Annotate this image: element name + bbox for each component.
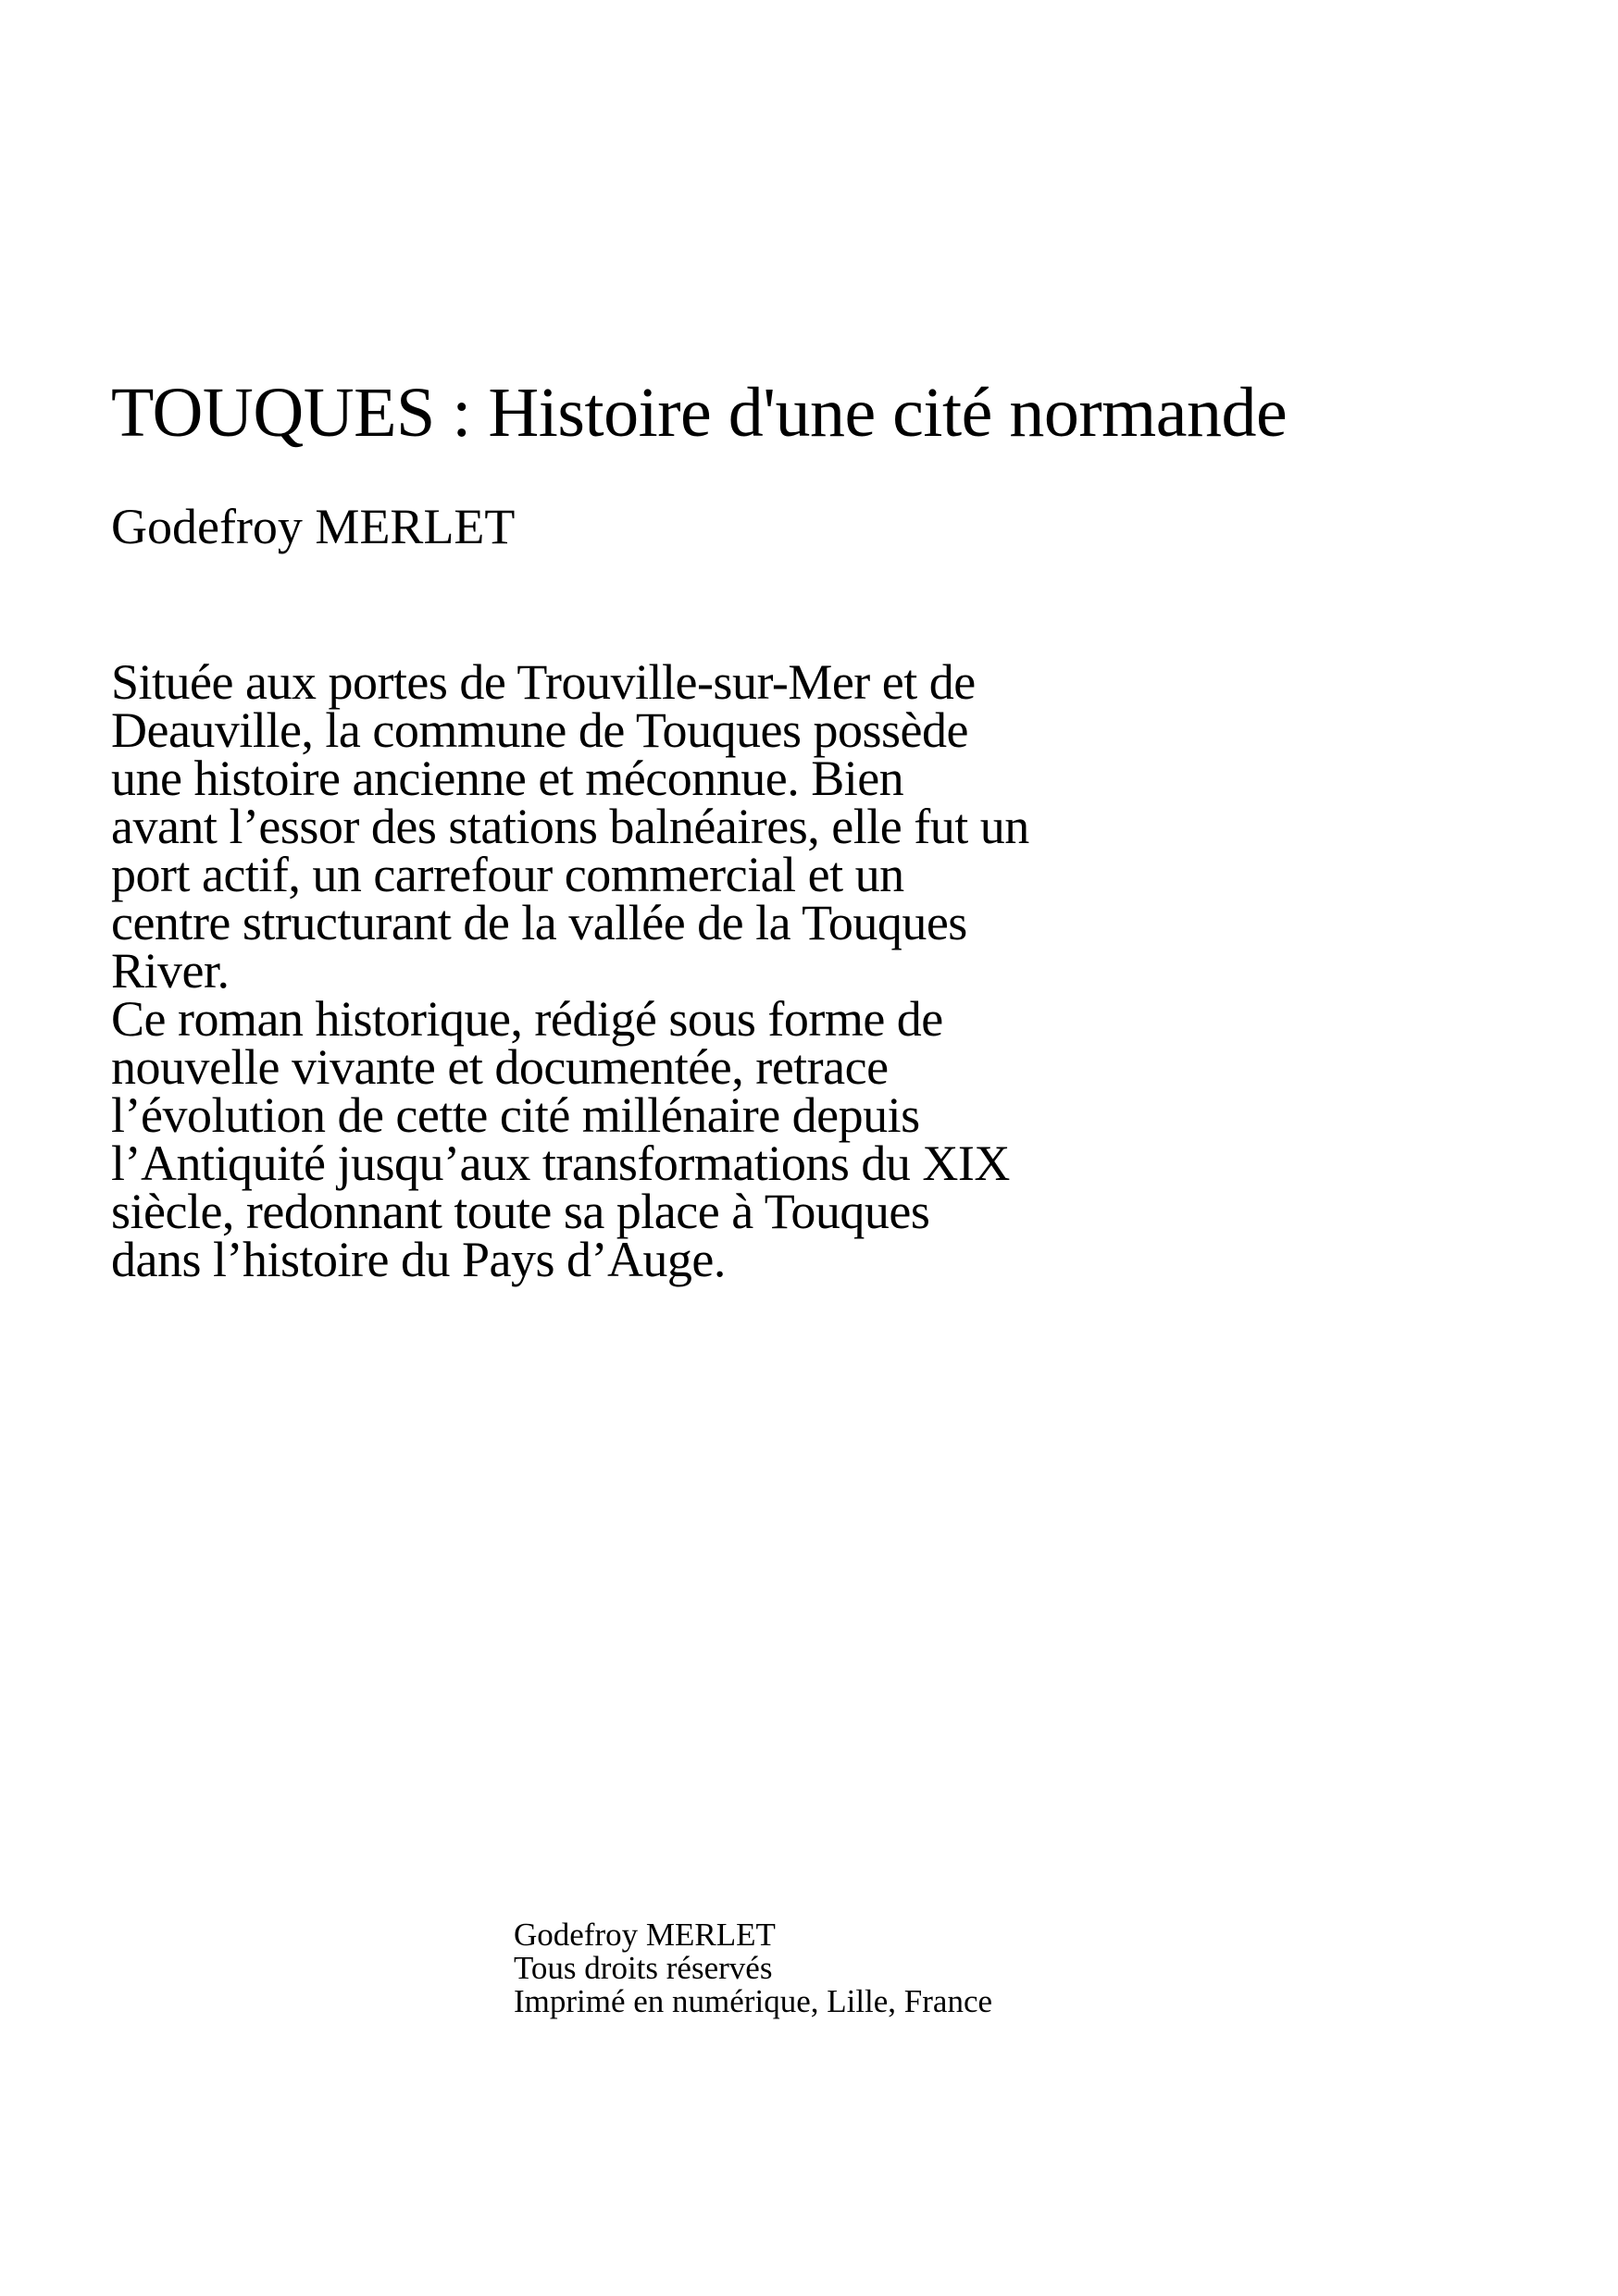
imprint-author-line: Godefroy MERLET <box>514 1917 776 1953</box>
synopsis-block <box>111 654 1029 1287</box>
synopsis-line: centre structurant de la vallée de la Touques <box>111 895 967 950</box>
synopsis-line: nouvelle vivante et documentée, retrace <box>111 1039 889 1095</box>
imprint-block <box>514 1918 992 2018</box>
imprint-printer-line: Imprimé en numérique, Lille, France <box>514 1983 993 2019</box>
book-title: TOUQUES : Histoire d'une cité normande <box>111 374 1288 452</box>
synopsis-line: dans l’histoire du Pays d’Auge. <box>111 1232 726 1287</box>
synopsis-line: Ce roman historique, rédigé sous forme de <box>111 991 943 1047</box>
synopsis-line: siècle, redonnant toute sa place à Touques <box>111 1184 930 1239</box>
imprint-rights-line: Tous droits réservés <box>514 1950 773 1986</box>
synopsis-line: Située aux portes de Trouville-sur-Mer et de <box>111 654 976 710</box>
synopsis-line: une histoire ancienne et méconnue. Bien <box>111 751 904 806</box>
synopsis-line: l’Antiquité jusqu’aux transformations du XIX <box>111 1136 1010 1191</box>
book-author: Godefroy MERLET <box>111 499 516 554</box>
synopsis-line: l’évolution de cette cité millénaire depuis <box>111 1087 920 1143</box>
synopsis-line: River. <box>111 943 230 999</box>
synopsis-line: avant l’essor des stations balnéaires, elle fut un <box>111 799 1029 854</box>
synopsis-line: Deauville, la commune de Touques possède <box>111 702 968 758</box>
synopsis-line: port actif, un carrefour commercial et un <box>111 847 904 902</box>
